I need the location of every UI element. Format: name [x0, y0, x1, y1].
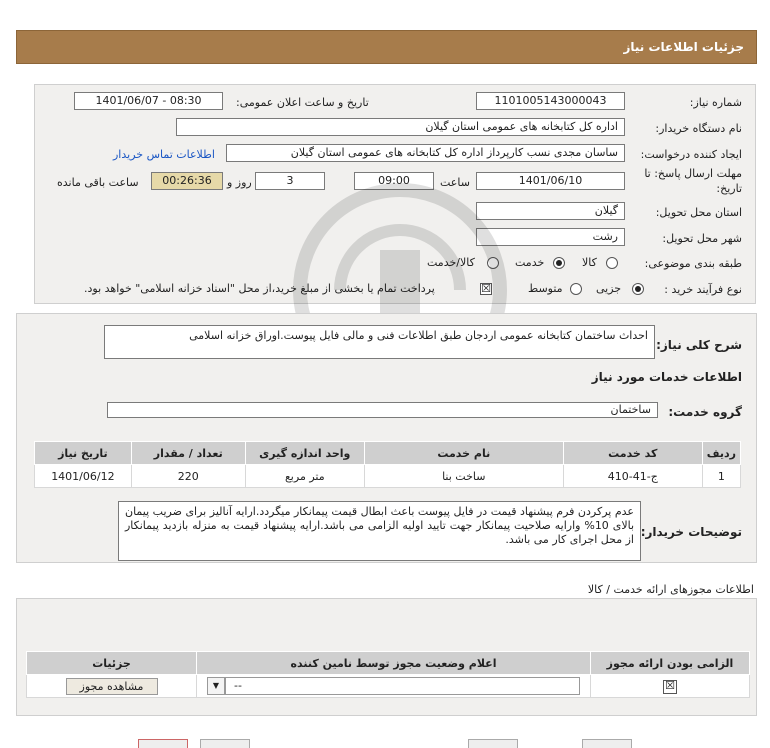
services-section-title: اطلاعات خدمات مورد نیاز [591, 370, 742, 384]
col-row: ردیف [702, 442, 740, 465]
buyer-field[interactable]: اداره کل کتابخانه های عمومی استان گیلان [176, 118, 625, 136]
deadline-time-label: ساعت [440, 176, 470, 189]
table-row [27, 675, 750, 698]
permit-required-checkbox[interactable]: ☒ [663, 680, 677, 694]
category-service-label: خدمت [515, 256, 545, 269]
cell-qty: 220 [131, 465, 245, 488]
cell-unit: متر مربع [245, 465, 364, 488]
col-permit-status: اعلام وضعیت مجوز توسط نامین کننده [197, 652, 591, 675]
buyer-notes-text[interactable]: عدم پرکردن فرم پیشنهاد قیمت در فایل پیوست باعث ابطال قیمت پیمانکار میگردد.ارایه آنالیز برای ضریب پیمان بالای 10% وارایه صلاحیت پیمانکار جهت تایید اولیه الزامی می باشد.ارایه پیشنهاد قیمت به منزله بازدید پیمانکار از محل اجرای کار می باشد. [118, 501, 641, 561]
need-info-panel [34, 84, 756, 304]
permits-table [26, 651, 750, 698]
col-unit: واحد اندازه گیری [245, 442, 364, 465]
city-field[interactable]: رشت [476, 228, 625, 246]
remaining-time-field: 00:26:36 [151, 172, 223, 190]
col-name: نام خدمت [364, 442, 563, 465]
deadline-label: مهلت ارسال پاسخ: تا [644, 167, 742, 180]
city-label: شهر محل تحویل: [662, 232, 742, 245]
province-label: استان محل تحویل: [655, 206, 742, 219]
process-medium-radio[interactable] [570, 283, 582, 295]
col-qty: تعداد / مقدار [131, 442, 245, 465]
bottom-button-3[interactable] [468, 739, 518, 748]
category-goods-label: کالا [582, 256, 597, 269]
bottom-button-4[interactable] [582, 739, 632, 748]
permit-details-cell [27, 675, 197, 698]
bottom-button-2[interactable] [200, 739, 250, 748]
process-label: نوع فرآیند خرید : [664, 283, 742, 296]
cell-name: ساخت بنا [364, 465, 563, 488]
summary-label: شرح کلی نیاز: [656, 338, 742, 352]
summary-text[interactable]: احداث ساختمان کتابخانه عمومی اردجان طبق اطلاعات فنی و مالی فایل پیوست.اوراق خزانه اسلامی [104, 325, 655, 359]
permit-required-cell [591, 675, 750, 698]
remaining-time-label: ساعت باقی مانده [57, 176, 139, 189]
announce-date-label: تاریخ و ساعت اعلان عمومی: [236, 96, 369, 109]
buyer-label: نام دستگاه خریدار: [655, 122, 742, 135]
process-minor-label: جزیی [596, 282, 622, 295]
services-table-header [35, 442, 741, 465]
deadline-label-2: تاریخ: [716, 182, 742, 195]
category-both-label: کالا/خدمت [427, 256, 475, 269]
service-group-label: گروه خدمت: [668, 405, 742, 419]
chevron-down-icon[interactable]: ▼ [207, 677, 225, 695]
col-code: کد خدمت [563, 442, 702, 465]
category-label: طبقه بندی موضوعی: [644, 257, 742, 270]
announce-date-field[interactable]: 1401/06/07 - 08:30 [74, 92, 223, 110]
category-service-radio[interactable] [553, 257, 565, 269]
col-permit-required: الزامی بودن ارائه مجوز [591, 652, 750, 675]
buyer-contact-link[interactable]: اطلاعات تماس خریدار [113, 148, 215, 161]
treasury-payment-note: پرداخت تمام یا بخشی از مبلغ خرید،از محل "اسناد خزانه اسلامی" خواهد بود. [84, 282, 435, 295]
province-field[interactable]: گیلان [476, 202, 625, 220]
deadline-date-field[interactable]: 1401/06/10 [476, 172, 625, 190]
permit-status-select[interactable]: -- [225, 677, 580, 695]
col-need-date: تاریخ نیاز [35, 442, 132, 465]
need-number-label: شماره نیاز: [689, 96, 742, 109]
permits-section-title: اطلاعات مجوزهای ارائه خدمت / کالا [587, 583, 754, 596]
treasury-payment-checkbox[interactable]: ☒ [481, 282, 491, 295]
service-group-field[interactable]: ساختمان [107, 402, 658, 418]
category-goods-radio[interactable] [606, 257, 618, 269]
creator-label: ایجاد کننده درخواست: [640, 148, 742, 161]
col-permit-details: جزئیات [27, 652, 197, 675]
cell-row: 1 [702, 465, 740, 488]
deadline-time-field[interactable]: 09:00 [354, 172, 434, 190]
process-minor-radio[interactable] [632, 283, 644, 295]
page-title: جزئیات اطلاعات نیاز [623, 40, 744, 54]
services-table [34, 441, 741, 488]
category-both-radio[interactable] [487, 257, 499, 269]
creator-field[interactable]: ساسان مجدی نسب کارپرداز اداره کل کتابخانه های عمومی استان گیلان [226, 144, 625, 162]
bottom-button-1[interactable] [138, 739, 188, 748]
process-medium-label: متوسط [528, 282, 563, 295]
cell-need-date: 1401/06/12 [35, 465, 132, 488]
permit-status-cell [197, 675, 591, 698]
cell-code: ج-41-410 [563, 465, 702, 488]
view-permit-button[interactable]: مشاهده مجوز [66, 678, 158, 695]
buyer-notes-label: توضیحات خریدار: [640, 525, 742, 539]
days-field[interactable]: 3 [255, 172, 325, 190]
table-row[interactable] [35, 465, 741, 488]
page-header [16, 30, 757, 64]
permits-table-header [27, 652, 750, 675]
need-number-field[interactable]: 1101005143000043 [476, 92, 625, 110]
days-label: روز و [227, 176, 252, 189]
